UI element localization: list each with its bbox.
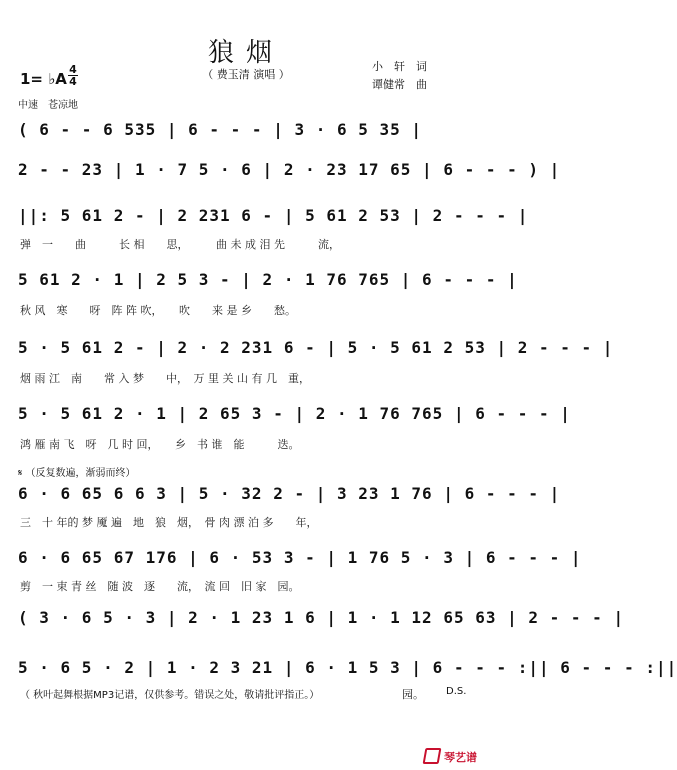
lyricist-credit: 小 轩 词 [372,60,427,73]
time-signature-bottom: 4 [69,75,77,88]
performer-subtitle: （ 费玉清 演唱 ） [202,68,290,81]
score-line-2: 2 - - 23 | 1 · 7 5 · 6 | 2 · 23 17 65 | 6 - - - ) | [18,160,561,179]
key-signature: 1= ♭A [20,70,67,88]
lyric-line-7: 三 十 年的 梦 魇 遍 地 狼 烟， 骨 肉 漂 泊 多 年， [20,516,318,529]
transcription-footnote: （ 秋叶起舞根据MP3记谱，仅供参考。错误之处，敬请批评指正。） [20,690,320,701]
logo-icon [423,748,442,764]
time-signature-top: 4 [69,63,77,76]
lyric-line-6: 鸿 雁 南 飞 呀 几 时 回， 乡 书 谁 能 迭。 [20,438,300,451]
score-line-6: 5 · 5 61 2 · 1 | 2 65 3 - | 2 · 1 76 765 | 6 - - - | [18,404,571,423]
lyric-line-3: 弹 一 曲 长 相 思， 曲 未 成 泪 先 流， [20,238,340,251]
dal-segno-marking: D.S. [446,686,467,697]
score-line-3: ||: 5 61 2 - | 2 231 6 - | 5 61 2 53 | 2 - - - | [18,206,529,225]
score-line-1: ( 6 - - 6 535 | 6 - - - | 3 · 6 5 35 | [18,120,423,139]
score-line-5: 5 · 5 61 2 - | 2 · 2 231 6 - | 5 · 5 61 2 53 | 2 - - - | [18,338,614,357]
segno-icon: 𝄋 [18,468,23,479]
composer-credit: 谭健常 曲 [372,78,427,91]
score-line-7: 6 · 6 65 6 6 3 | 5 · 32 2 - | 3 23 1 76 | 6 - - - | [18,484,561,503]
time-signature [68,64,78,87]
logo-text: 琴艺谱 [444,751,477,764]
score-line-9: ( 3 · 6 5 · 3 | 2 · 1 23 1 6 | 1 · 1 12 65 63 | 2 - - - | [18,608,625,627]
lyric-line-5: 烟 雨 江 南 常 入 梦 中， 万 里 关 山 有 几 重， [20,372,310,385]
lyric-line-8: 剪 一 束 青 丝 随 波 逐 流， 流 回 旧 家 园。 [20,580,300,593]
score-line-10: 5 · 6 5 · 2 | 1 · 2 3 21 | 6 · 1 5 3 | 6 - - - :|| 6 - - - :|| [18,658,677,677]
lyric-line-4: 秋 风 寒 呀 阵 阵 吹， 吹 来 是 乡 愁。 [20,304,296,317]
score-line-4: 5 61 2 · 1 | 2 5 3 - | 2 · 1 76 765 | 6 - - - | [18,270,518,289]
score-line-8: 6 · 6 65 67 176 | 6 · 53 3 - | 1 76 5 · 3 | 6 - - - | [18,548,582,567]
segno-note-text: （反复数遍，渐弱而终） [25,468,136,479]
tempo-marking: 中速 苍凉地 [18,100,78,111]
segno-repeat-note [18,464,136,479]
site-logo [424,748,477,765]
page-title: 狼烟 [207,38,284,68]
footnote-tail-lyric: 园。 [402,688,424,701]
